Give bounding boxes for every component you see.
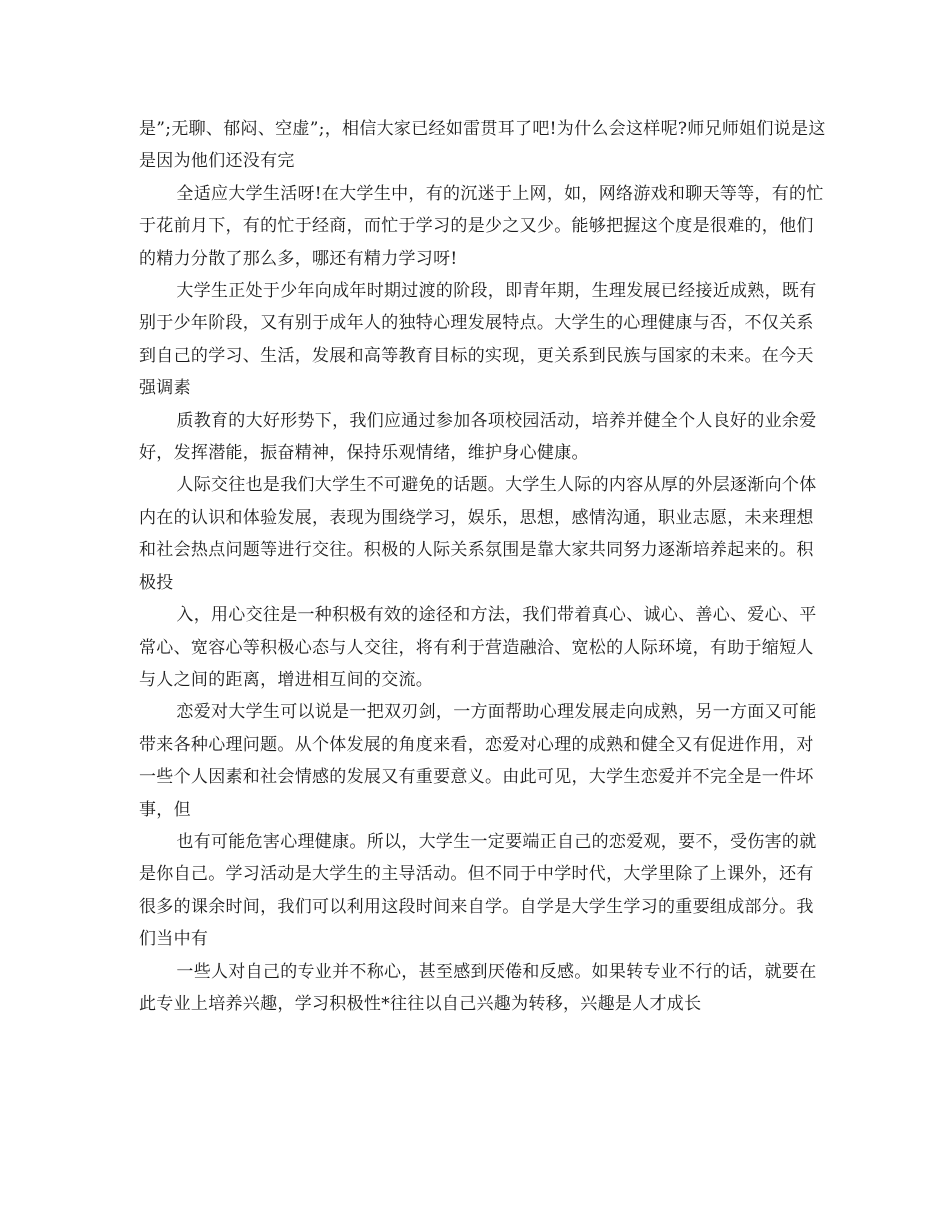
document-page xyxy=(139,113,829,1020)
paragraph-6: 入，用心交往是一种积极有效的途径和方法，我们带着真心、诚心、善心、爱心、平常心、宽容心等积极心态与人交往，将有利于营造融洽、宽松的人际环境，有助于缩短人与人之间的距离，增进相互间的交流。 xyxy=(139,605,817,690)
paragraph-7: 恋爱对大学生可以说是一把双刃剑，一方面帮助心理发展走向成熟，另一方面又可能带来各种心理问题。从个体发展的角度来看，恋爱对心理的成熟和健全又有促进作用，对一些个人因素和社会情感的发展又有重要意义。由此可见，大学生恋爱并不完全是一件坏事，但 xyxy=(139,702,817,820)
paragraph-5: 人际交往也是我们大学生不可避免的话题。大学生人际的内容从厚的外层逐渐向个体内在的认识和体验发展，表现为围绕学习，娱乐，思想，感情沟通，职业志愿，未来理想和社会热点问题等进行交往。积极的人际关系氛围是靠大家共同努力逐渐培养起来的。积极投 xyxy=(139,475,817,593)
paragraph-2: 全适应大学生活呀!在大学生中，有的沉迷于上网，如，网络游戏和聊天等等，有的忙于花前月下，有的忙于经商，而忙于学习的是少之又少。能够把握这个度是很难的，他们的精力分散了那么多，哪还有精力学习呀! xyxy=(139,183,824,269)
paragraph-4: 质教育的大好形势下，我们应通过参加各项校园活动，培养并健全个人良好的业余爱好，发挥潜能，振奋精神，保持乐观情绪，维护身心健康。 xyxy=(139,410,817,464)
paragraph-1: 是”;无聊、郁闷、空虚”;，相信大家已经如雷贯耳了吧!为什么会这样呢?师兄师姐们说是这是因为他们还没有完 xyxy=(139,119,826,172)
paragraph-3: 大学生正处于少年向成年时期过渡的阶段，即青年期，生理发展已经接近成熟，既有别于少年阶段，又有别于成年人的独特心理发展特点。大学生的心理健康与否，不仅关系到自己的学习、生活，发展和高等教育目标的实现，更关系到民族与国家的未来。在今天强调素 xyxy=(139,281,817,399)
paragraph-9: 一些人对自己的专业并不称心，甚至感到厌倦和反感。如果转专业不行的话，就要在此专业上培养兴趣，学习积极性*往往以自己兴趣为转移，兴趣是人才成长 xyxy=(139,961,817,1014)
paragraph-8: 也有可能危害心理健康。所以，大学生一定要端正自己的恋爱观，要不，受伤害的就是你自己。学习活动是大学生的主导活动。但不同于中学时代，大学里除了上课外，还有很多的课余时间，我们可以利用这段时间来自学。自学是大学生学习的重要组成部分。我们当中有 xyxy=(139,831,817,950)
